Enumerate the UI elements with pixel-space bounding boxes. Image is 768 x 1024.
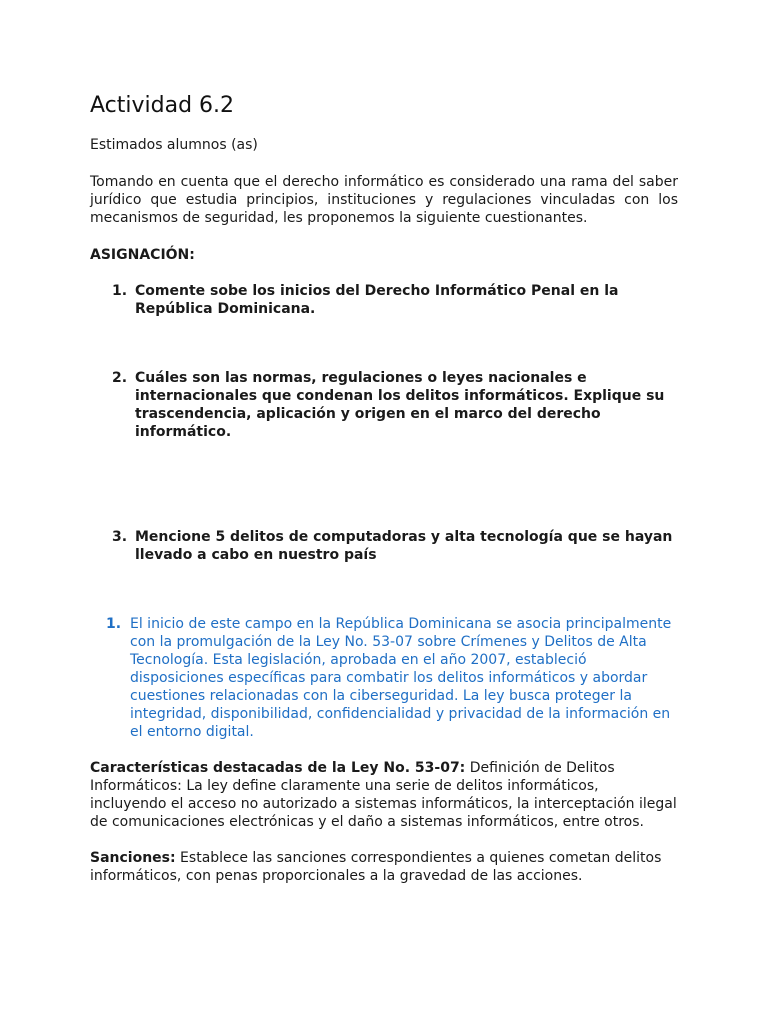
features-label: Características destacadas de la Ley No. 53-07: <box>90 760 466 776</box>
answer-list <box>90 615 678 741</box>
sanctions-label: Sanciones: <box>90 850 176 866</box>
intro-paragraph: Tomando en cuenta que el derecho informático es considerado una rama del saber jurídico que estudia principios, instituciones y regulaciones vinculadas con los mecanismos de seguridad, les proponemos la siguiente cuestionantes. <box>90 174 678 226</box>
question-item <box>90 282 678 318</box>
question-text: Cuáles son las normas, regulaciones o leyes nacionales e internacionales que condenan los delitos informáticos. Explique su trascendencia, aplicación y origen en el marco del derecho informático. <box>135 370 665 440</box>
question-item <box>90 369 678 441</box>
features-text: Definición de Delitos Informáticos: La ley define claramente una serie de delitos informáticos, incluyendo el acceso no autorizado a sistemas informáticos, la interceptación ilegal de comunicaciones electrónicas y el daño a sistemas informáticos, entre otros. <box>90 760 677 830</box>
question-text: Comente sobe los inicios del Derecho Informático Penal en la República Dominicana. <box>135 283 619 317</box>
question-item <box>90 528 678 564</box>
features-paragraph <box>90 759 678 831</box>
assignment-heading: ASIGNACIÓN: <box>90 247 195 263</box>
answer-number: 1. <box>106 616 122 632</box>
answer-text: El inicio de este campo en la República Dominicana se asocia principalmente con la promulgación de la Ley No. 53-07 sobre Crímenes y Delitos de Alta Tecnología. Esta legislación, aprobada en el año 2007, estableció disposiciones específicas para combatir los delitos informáticos y abordar cuestiones relacionadas con la ciberseguridad. La ley busca proteger la integridad, disponibilidad, confidencialidad y privacidad de la información en el entorno digital. <box>130 616 672 740</box>
question-list <box>90 282 678 564</box>
document-page <box>90 92 678 885</box>
answer-item <box>90 615 678 741</box>
sanctions-text: Establece las sanciones correspondientes a quienes cometan delitos informáticos, con penas proporcionales a la gravedad de las acciones. <box>90 850 662 884</box>
question-number: 1. <box>112 283 128 299</box>
question-number: 3. <box>112 529 128 545</box>
page-title: Actividad 6.2 <box>90 93 235 118</box>
sanctions-paragraph <box>90 849 678 885</box>
question-number: 2. <box>112 370 128 386</box>
question-text: Mencione 5 delitos de computadoras y alta tecnología que se hayan llevado a cabo en nuestro país <box>135 529 673 563</box>
greeting: Estimados alumnos (as) <box>90 137 258 153</box>
